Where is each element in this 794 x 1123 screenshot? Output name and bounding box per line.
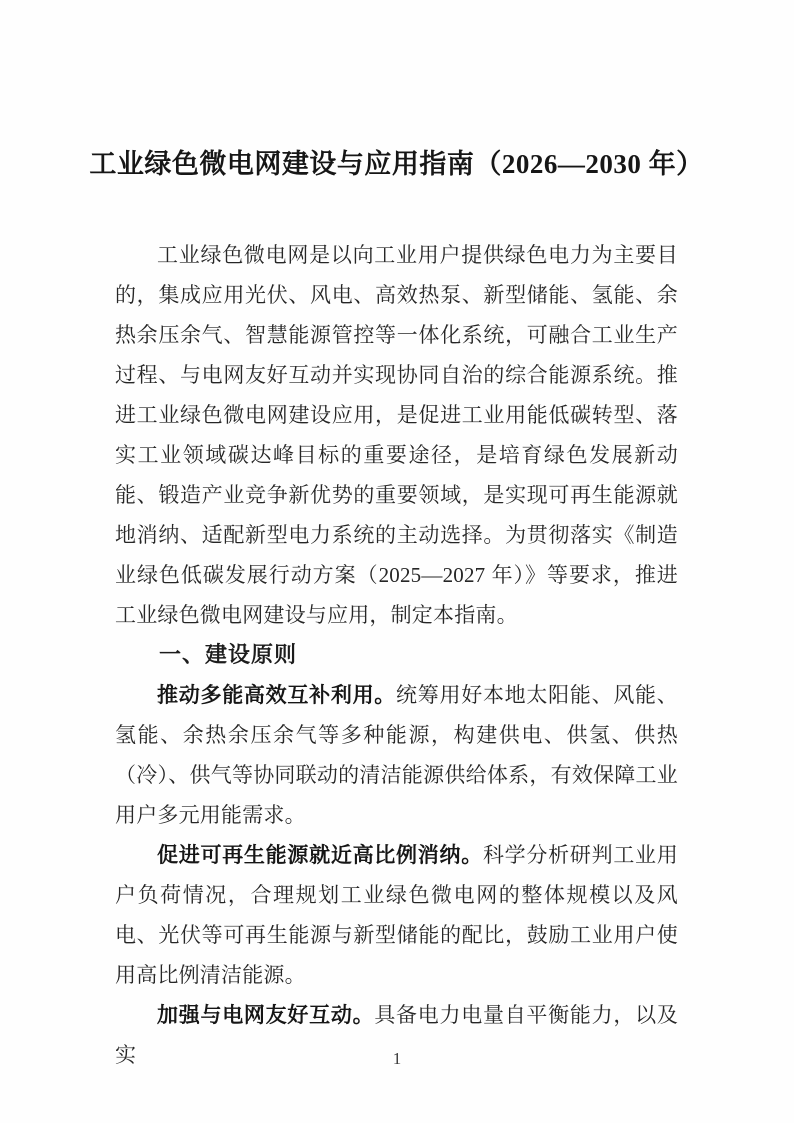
principle-1-lead: 推动多能高效互补利用。 [157,683,397,707]
intro-paragraph: 工业绿色微电网是以向工业用户提供绿色电力为主要目的，集成应用光伏、风电、高效热泵、新型储能、氢能、余热余压余气、智慧能源管控等一体化系统，可融合工业生产过程、与电网友好互动并实现协同自治的综合能源系统。推进工业绿色微电网建设应用，是促进工业用能低碳转型、落实工业领域碳达峰目标的重要途径，是培育绿色发展新动能、锻造产业竞争新优势的重要领域，是实现可再生能源就地消纳、适配新型电力系统的主动选择。为贯彻落实《制造业绿色低碳发展行动方案（2025—2027 年）》等要求，推进工业绿色微电网建设与应用，制定本指南。 [115,243,678,627]
section-heading-1: 一、建设原则 [159,642,298,667]
principle-1-body: 统筹用好本地太阳能、风能、氢能、余热余压余气等多种能源，构建供电、供氢、供热（冷）、供气等协同联动的清洁能源供给体系，有效保障工业用户多元用能需求。 [115,683,678,827]
principle-paragraph-1 [115,675,678,835]
principle-3-lead: 加强与电网友好互动。 [157,1003,375,1027]
principle-paragraph-2 [115,835,678,995]
principle-2-body: 科学分析研判工业用户负荷情况，合理规划工业绿色微电网的整体规模以及风电、光伏等可再生能源与新型储能的配比，鼓励工业用户使用高比例清洁能源。 [115,843,678,987]
principle-3-body: 具备电力电量自平衡能力，以及实 [115,1003,678,1067]
document-title: 工业绿色微电网建设与应用指南（2026—2030 年） [89,149,704,179]
principle-2-lead: 促进可再生能源就近高比例消纳。 [157,843,483,867]
page-number: 1 [392,1049,402,1068]
